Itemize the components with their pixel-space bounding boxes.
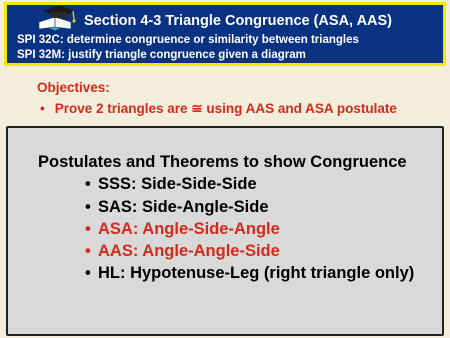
list-item-sas xyxy=(85,198,269,217)
objectives-heading: Objectives: xyxy=(37,80,110,95)
list-item-text: ASA: Angle-Side-Angle xyxy=(98,220,280,238)
header-banner xyxy=(4,2,446,66)
bullet: • xyxy=(85,198,91,216)
postulates-title: Postulates and Theorems to show Congruence xyxy=(38,153,407,171)
bullet: • xyxy=(40,101,45,116)
spi-standard-32m: SPI 32M: justify triangle congruence given a diagram xyxy=(17,49,306,61)
list-item-aas xyxy=(85,242,280,261)
postulates-box xyxy=(6,126,444,336)
list-item-asa xyxy=(85,220,280,239)
objective-item xyxy=(40,101,397,117)
list-item-text: AAS: Angle-Angle-Side xyxy=(98,242,280,260)
objective-text: Prove 2 triangles are ≅ using AAS and ASA postulate xyxy=(54,101,397,116)
bullet: • xyxy=(85,220,91,238)
spi-standard-32c: SPI 32C: determine congruence or similarity between triangles xyxy=(17,34,359,46)
page-title: Section 4-3 Triangle Congruence (ASA, AAS) xyxy=(83,13,393,29)
list-item-text: SSS: Side-Side-Side xyxy=(98,175,257,193)
bullet: • xyxy=(85,242,91,260)
list-item-text: HL: Hypotenuse-Leg (right triangle only) xyxy=(98,264,415,282)
bullet: • xyxy=(85,175,91,193)
list-item-text: SAS: Side-Angle-Side xyxy=(98,198,269,216)
list-item-sss xyxy=(85,175,257,194)
list-item-hl xyxy=(85,264,414,283)
bullet: • xyxy=(85,264,91,282)
